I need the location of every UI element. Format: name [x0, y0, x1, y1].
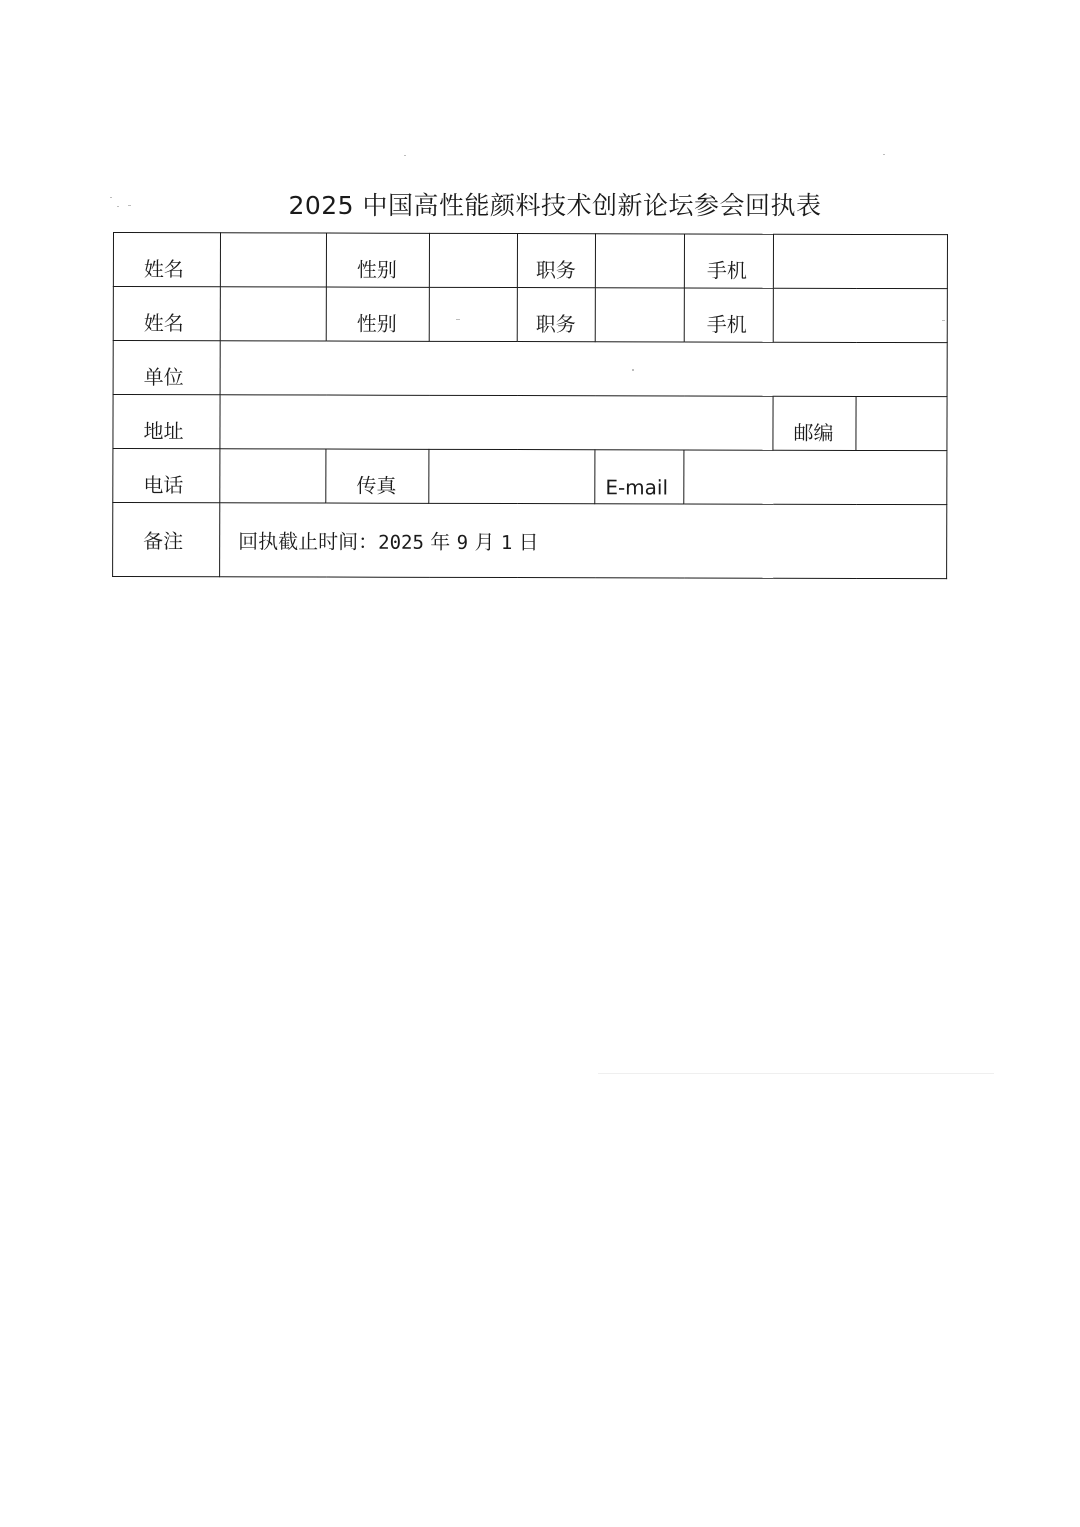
scan-speck	[404, 155, 406, 156]
phone-label: 电话	[113, 449, 220, 503]
gender-field[interactable]	[429, 233, 517, 287]
deadline-month-unit: 月	[474, 529, 495, 554]
phone-field[interactable]	[220, 449, 326, 503]
scan-speck	[117, 206, 119, 207]
mobile-field[interactable]	[773, 288, 947, 342]
attendee-row-2	[113, 287, 947, 343]
scan-speck	[598, 1073, 994, 1074]
name-label: 姓名	[113, 233, 220, 287]
deadline-year: 2025	[378, 531, 424, 554]
form-title-text: 2025 中国高性能颜料技术创新论坛参会回执表	[288, 191, 822, 220]
scan-speck	[632, 369, 634, 371]
email-label: E-mail	[595, 450, 684, 504]
email-field[interactable]	[684, 450, 947, 505]
company-label: 单位	[113, 341, 220, 395]
name-field[interactable]	[220, 287, 326, 341]
scan-speck	[883, 154, 885, 155]
fax-label: 传真	[326, 449, 429, 503]
deadline-day-unit: 日	[518, 530, 539, 555]
company-row	[113, 341, 947, 397]
scan-speck	[456, 319, 460, 320]
deadline-year-unit: 年	[430, 529, 451, 554]
address-row	[113, 395, 947, 451]
scan-speck	[942, 320, 945, 321]
deadline-month: 9	[456, 531, 469, 554]
remarks-field[interactable]	[220, 503, 947, 579]
mobile-field[interactable]	[773, 234, 947, 288]
remarks-row	[113, 503, 947, 579]
registration-form-table	[112, 232, 948, 579]
address-field[interactable]	[220, 395, 773, 450]
name-field[interactable]	[220, 233, 326, 287]
mobile-label: 手机	[684, 288, 773, 342]
scan-speck	[128, 205, 131, 206]
company-field[interactable]	[220, 341, 947, 397]
contact-row	[113, 449, 947, 505]
gender-field[interactable]	[429, 287, 517, 341]
form-title	[0, 186, 1080, 222]
mobile-label: 手机	[684, 234, 773, 288]
scan-speck	[110, 197, 112, 198]
position-label: 职务	[517, 234, 595, 288]
address-label: 地址	[113, 395, 220, 449]
postcode-label: 邮编	[773, 396, 856, 450]
position-field[interactable]	[595, 234, 684, 288]
position-field[interactable]	[595, 288, 684, 342]
postcode-field[interactable]	[856, 396, 947, 450]
gender-label: 性别	[326, 287, 429, 341]
remarks-label: 备注	[113, 503, 220, 577]
deadline-prefix: 回执截止时间：	[238, 529, 379, 554]
deadline-day: 1	[500, 532, 513, 555]
name-label: 姓名	[113, 287, 220, 341]
attendee-row-1	[113, 233, 947, 289]
position-label: 职务	[517, 288, 595, 342]
fax-field[interactable]	[429, 449, 595, 503]
gender-label: 性别	[326, 233, 429, 287]
